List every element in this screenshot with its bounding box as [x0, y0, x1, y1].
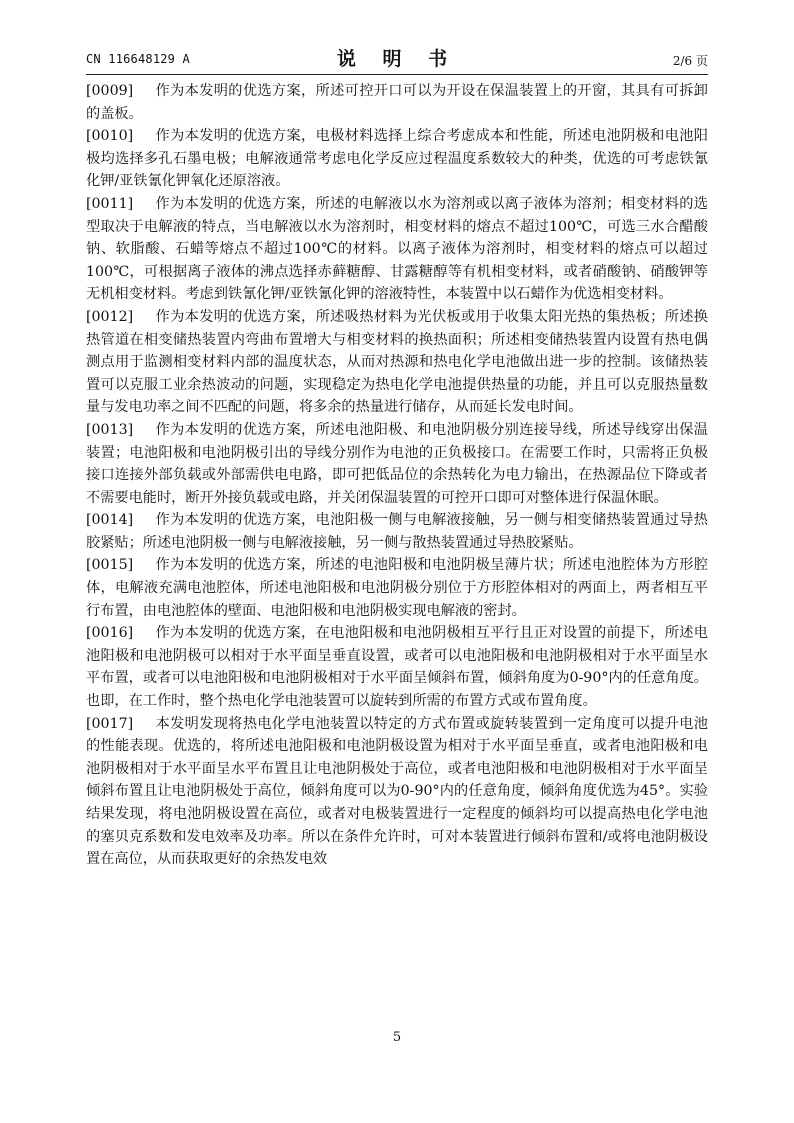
page-indicator: 2/6 页	[672, 54, 708, 68]
paragraph-text: 作为本发明的优选方案，所述的电解液以水为溶剂或以离子液体为溶剂；相变材料的选型取决于电解液的特点，当电解液以水为溶剂时，相变材料的熔点不超过100℃，可选三水合醋酸钠、软脂酸、石蜡等熔点不超过100℃的材料。以离子液体为溶剂时，相变材料的熔点可以超过100℃，可根据离子液体的沸点选择赤藓糖醇、甘露糖醇等有机相变材料，或者硝酸钠、硝酸钾等无机相变材料。考虑到铁氰化钾/亚铁氰化钾的溶液特性，本装置中以石蜡作为优选相变材料。	[86, 195, 708, 303]
paragraph-number: [0010]	[86, 128, 134, 145]
paragraph-text: 作为本发明的优选方案，所述可控开口可以为开设在保温装置上的开窗，其具有可拆卸的盖板。	[86, 83, 708, 122]
page-number: 5	[392, 1030, 402, 1045]
paragraph-number: [0014]	[86, 512, 134, 529]
paragraph-number: [0017]	[86, 715, 134, 732]
paragraph-number: [0013]	[86, 421, 134, 438]
page-header	[86, 40, 708, 72]
paragraph-number: [0011]	[86, 195, 134, 212]
paragraph-0017	[86, 713, 708, 871]
paragraph-0015	[86, 554, 708, 622]
paragraph-text: 作为本发明的优选方案，所述吸热材料为光伏板或用于收集太阳光热的集热板；所述换热管道在相变储热装置内弯曲布置增大与相变材料的换热面积；所述相变储热装置内设置有热电偶测点用于监测相变材料内部的温度状态，从而对热源和热电化学电池做出进一步的控制。该储热装置可以克服工业余热波动的问题，实现稳定为热电化学电池提供热量的功能，并且可以克服热量数量与发电功率之间不匹配的问题，将多余的热量进行储存，从而延长发电时间。	[86, 308, 708, 416]
paragraph-number: [0015]	[86, 557, 134, 574]
paragraph-0011	[86, 193, 708, 306]
header-rule	[86, 74, 708, 75]
paragraph-0009	[86, 80, 708, 125]
paragraph-text: 作为本发明的优选方案，所述的电池阳极和电池阴极呈薄片状；所述电池腔体为方形腔体，电解液充满电池腔体，所述电池阳极和电池阴极分别位于方形腔体相对的两面上，两者相互平行布置，由电池腔体的壁面、电池阳极和电池阴极实现电解液的密封。	[86, 557, 708, 619]
paragraph-text: 作为本发明的优选方案，电极材料选择上综合考虑成本和性能，所述电池阴极和电池阳极均选择多孔石墨电极；电解液通常考虑电化学反应过程温度系数较大的种类，优选的可考虑铁氰化钾/亚铁氰化钾氧化还原溶液。	[86, 128, 708, 190]
document-body	[86, 80, 708, 871]
paragraph-text: 作为本发明的优选方案，电池阳极一侧与电解液接触，另一侧与相变储热装置通过导热胶紧贴；所述电池阴极一侧与电解液接触，另一侧与散热装置通过导热胶紧贴。	[86, 512, 708, 551]
paragraph-0014	[86, 509, 708, 554]
document-title: 说 明 书	[336, 48, 458, 70]
paragraph-text: 作为本发明的优选方案，所述电池阳极、和电池阴极分别连接导线，所述导线穿出保温装置；电池阳极和电池阴极引出的导线分别作为电池的正负极接口。在需要工作时，只需将正负极接口连接外部负载或外部需供电电路，即可把低品位的余热转化为电力输出，在热源品位下降或者不需要电能时，断开外接负载或电路，并关闭保温装置的可控开口即可对整体进行保温休眠。	[86, 421, 708, 506]
paragraph-number: [0009]	[86, 83, 134, 99]
paragraph-0010	[86, 125, 708, 193]
paragraph-text: 作为本发明的优选方案，在电池阳极和电池阴极相互平行且正对设置的前提下，所述电池阳极和电池阴极可以相对于水平面呈垂直设置，或者可以电池阳极和电池阴极相对于水平面呈水平布置，或者可以电池阳极和电池阴极相对于水平面呈倾斜布置，倾斜角度为0-90°内的任意角度。也即，在工作时，整个热电化学电池装置可以旋转到所需的布置方式或布置角度。	[86, 625, 708, 710]
paragraph-0016	[86, 622, 708, 712]
paragraph-number: [0012]	[86, 308, 134, 325]
publication-number: CN 116648129 A	[86, 52, 190, 66]
paragraph-0013	[86, 419, 708, 509]
paragraph-number: [0016]	[86, 625, 134, 642]
paragraph-text: 本发明发现将热电化学电池装置以特定的方式布置或旋转装置到一定角度可以提升电池的性能表现。优选的，将所述电池阳极和电池阴极设置为相对于水平面呈垂直，或者电池阳极和电池阴极相对于水平面呈水平布置且让电池阴极处于高位，或者电池阳极和电池阴极相对于水平面呈倾斜布置且让电池阴极处于高位，倾斜角度可以为0-90°内的任意角度，倾斜角度优选为45°。实验结果发现，将电池阴极设置在高位，或者对电极装置进行一定程度的倾斜均可以提高热电化学电池的塞贝克系数和发电效率及功率。所以在条件允许时，可对本装置进行倾斜布置和/或将电池阴极设置在高位，从而获取更好的余热发电效	[86, 715, 708, 868]
paragraph-0012	[86, 306, 708, 419]
